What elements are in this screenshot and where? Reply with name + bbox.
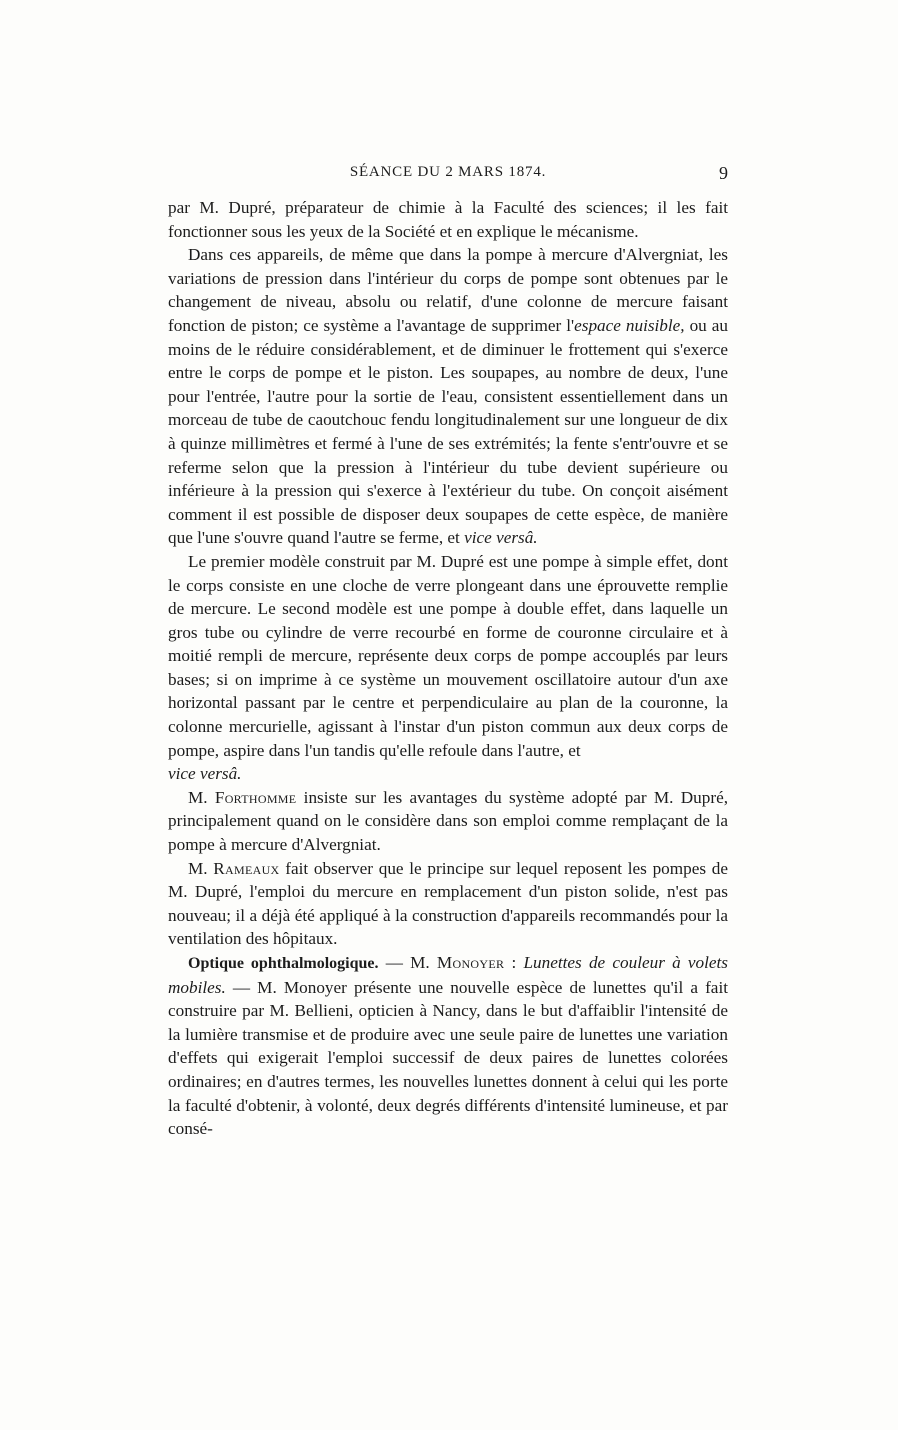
- paragraph-optique: Optique ophthalmologique. — M. Monoyer : Lunettes de couleur à volets mobiles. — M. Monoyer présente une nouvelle espèce de lunettes qu'il a fait construire par M. Bellieni, opticien à Nancy, dans le but d'affaiblir l'intensité de la lumière transmise et de produire avec une seule paire de lunettes une variation d'effets qui exigerait l'emploi successif de deux paires de lunettes colorées ordinaires; en d'autres termes, les nouvelles lunettes donnent à celui qui les porte la faculté d'obtenir, à volonté, deux degrés différents d'intensité lumineuse, et par consé-: [168, 953, 728, 1139]
- emphasis-vice-versa: vice versâ.: [168, 764, 242, 784]
- emphasis-espace-nuisible: espace nuisible,: [574, 315, 685, 335]
- page-number: 9: [719, 163, 728, 183]
- paragraph-forthomme: M. Forthomme insiste sur les avantages du système adopté par M. Dupré, principalement quand on le considère dans son emploi comme remplaçant de la pompe à mercure d'Alvergniat.: [168, 787, 728, 855]
- emphasis-vice-versa: vice versâ.: [464, 528, 538, 548]
- speaker-name: Rameaux: [213, 858, 280, 878]
- communication-title: Lunettes de couleur à volets mobiles.: [168, 953, 728, 997]
- paragraph-appareils: Dans ces appareils, de même que dans la pompe à mercure d'Alvergniat, les variations de pression dans l'intérieur du corps de pompe sont obtenues par le changement de niveau, absolu ou relatif, d'une colonne de mercure faisant fonction de piston; ce système a l'avantage de supprimer l'espace nuisible, ou au moins de le réduire considérablement, et de diminuer le frottement qui s'exerce entre le corps de pompe et le piston. Les soupapes, au nombre de deux, l'une pour l'entrée, l'autre pour la sortie de l'eau, consistent essentiellement dans un morceau de tube de caoutchouc fendu longitudinalement sur une longueur de dix à quinze millimètres et fermé à l'une de ses extrémités; la fente s'entr'ouvre et se referme selon que la pression à l'intérieur du tube devient supérieure ou inférieure à la pression qui s'exerce à l'extérieur du tube. On conçoit aisément comment il est possible de disposer deux soupapes de cette espèce, de manière que l'une s'ouvre quand l'autre se ferme, et vice versâ.: [168, 245, 728, 548]
- running-header: [168, 164, 728, 188]
- paragraph-premier-modele: Le premier modèle construit par M. Dupré est une pompe à simple effet, dont le corps consiste en une cloche de verre plongeant dans une éprouvette remplie de mercure. Le second modèle est une pompe à double effet, dans laquelle un gros tube ou cylindre de verre recourbé en forme de couronne circulaire et à moitié rempli de mercure, représente deux corps de pompe accouplés par leurs bases; si on imprime à ce système un mouvement oscillatoire autour d'un axe horizontal passant par le centre et perpendiculaire au plan de la couronne, la colonne mercurielle, agissant à l'instar d'un piston commun aux deux corps de pompe, aspire dans l'un tandis qu'elle refoule dans l'autre, et vice versâ.: [168, 551, 728, 784]
- paragraph-dupre-continuation: par M. Dupré, préparateur de chimie à la Faculté des sciences; il les fait fonctionner sous les yeux de la Société et en explique le mécanisme.: [168, 198, 728, 241]
- body-text: [168, 196, 728, 1141]
- speaker-name: Forthomme: [214, 787, 297, 807]
- paragraph-rameaux: M. Rameaux fait observer que le principe sur lequel reposent les pompes de M. Dupré, l'emploi du mercure en remplacement d'un piston solide, n'est pas nouveau; il a déjà été appliqué à la construction d'appareils recommandés pour la ventilation des hôpitaux.: [168, 858, 728, 949]
- running-title: SÉANCE DU 2 MARS 1874.: [349, 164, 547, 180]
- speaker-name: Monoyer: [436, 953, 505, 972]
- section-heading: Optique ophthalmologique.: [188, 955, 379, 972]
